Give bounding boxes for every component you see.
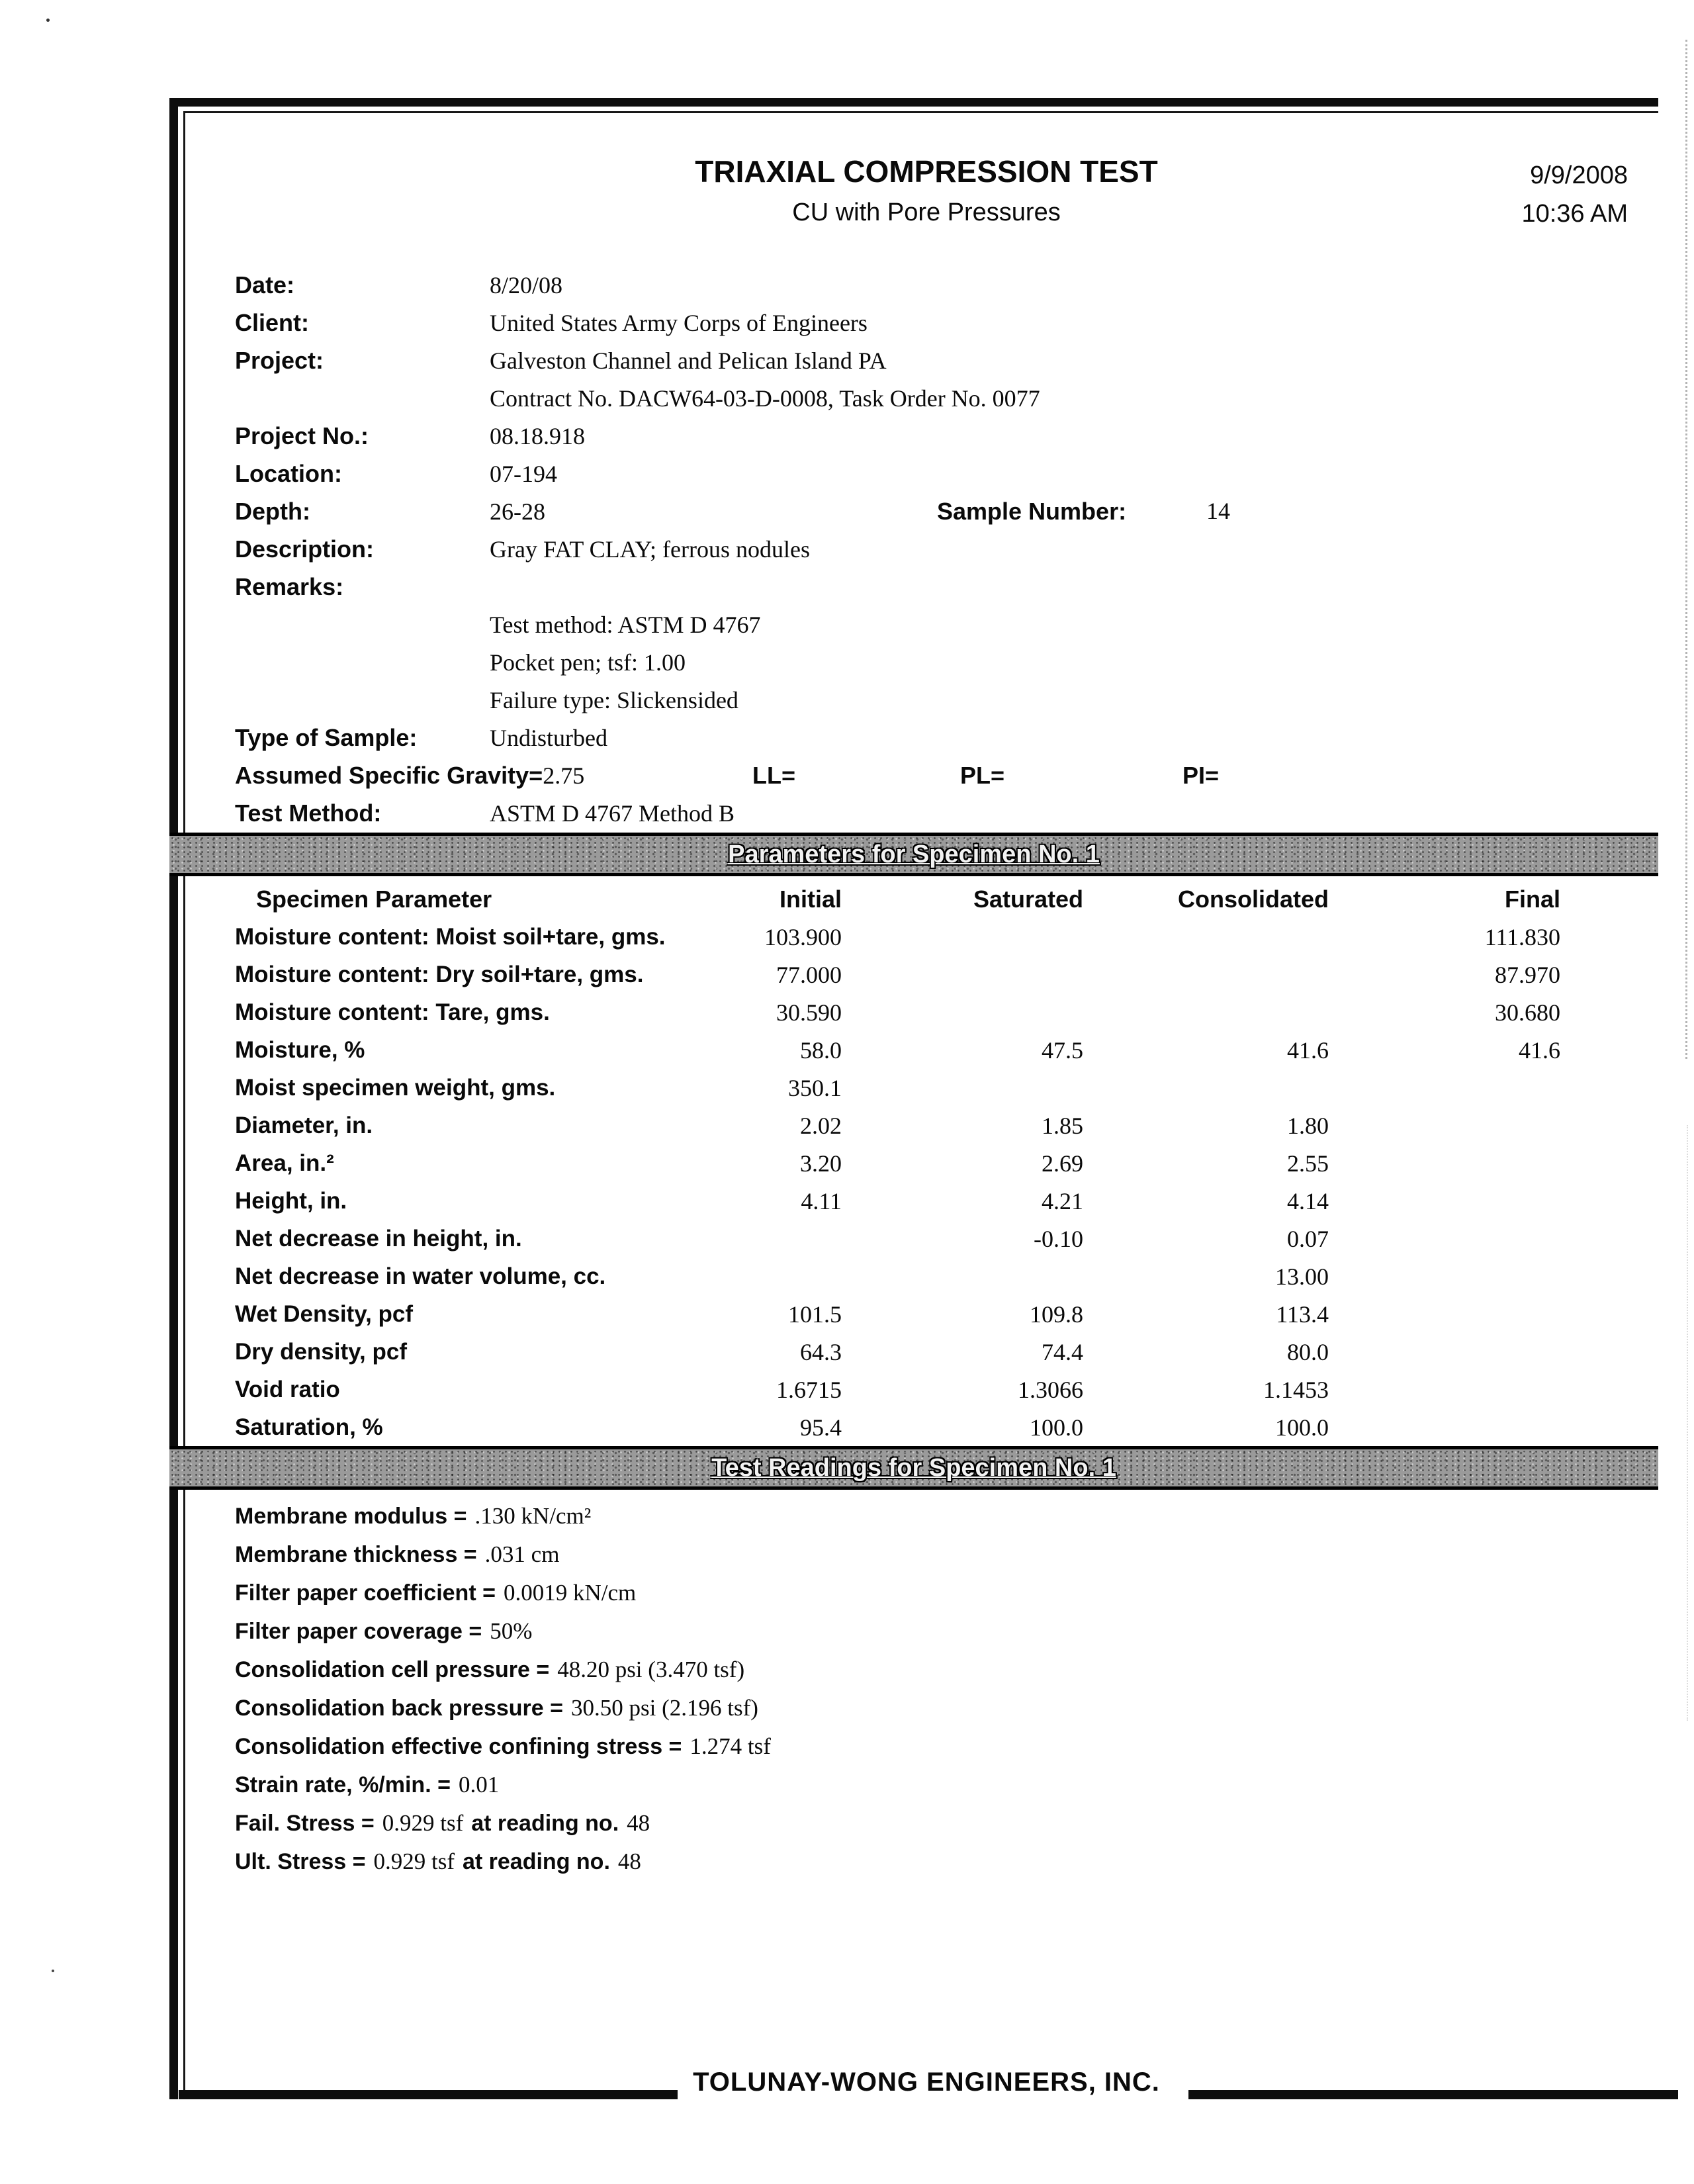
reading-item <box>235 1574 1558 1612</box>
reading-value-suffix: 48 <box>617 1848 641 1874</box>
param-value-final: 111.830 <box>1484 923 1560 950</box>
info-label: Project: <box>235 347 324 374</box>
param-value-final: 87.970 <box>1495 961 1560 988</box>
param-value-initial: 2.02 <box>800 1112 842 1139</box>
param-value-initial: 1.6715 <box>776 1376 842 1403</box>
param-value-consolidated: 4.14 <box>1287 1187 1329 1214</box>
param-value-initial: 103.900 <box>764 923 842 950</box>
reading-item <box>235 1497 1558 1535</box>
info-value: United States Army Corps of Engineers <box>490 310 868 336</box>
reading-label: Consolidation cell pressure = <box>235 1657 550 1682</box>
parameters-banner-title: Parameters for Specimen No. 1 <box>728 841 1100 868</box>
info-label: Client: <box>235 309 309 336</box>
page-border-top <box>169 98 1658 107</box>
page-border-left-inner <box>183 111 185 2093</box>
param-value-saturated: 47.5 <box>1042 1036 1083 1064</box>
info-label: Description: <box>235 535 375 563</box>
info-label: Date: <box>235 271 295 298</box>
info-label: Project No.: <box>235 422 369 449</box>
column-header-parameter: Specimen Parameter <box>256 885 492 913</box>
param-label: Moisture, % <box>235 1036 365 1063</box>
param-value-consolidated: 2.55 <box>1287 1150 1329 1177</box>
info-row <box>235 681 1558 719</box>
reading-value: 48.20 psi (3.470 tsf) <box>557 1657 745 1682</box>
info-value: 26-28 <box>490 498 545 525</box>
info-row <box>235 492 1558 530</box>
info-value: Undisturbed <box>490 725 607 751</box>
param-value-consolidated: 13.00 <box>1275 1263 1329 1290</box>
param-value-initial: 3.20 <box>800 1150 842 1177</box>
reading-value: .130 kN/cm² <box>474 1503 592 1529</box>
reading-item <box>235 1727 1558 1766</box>
info-value: Pocket pen; tsf: 1.00 <box>490 649 686 676</box>
plasticity-index-label: PI= <box>1182 762 1220 789</box>
reading-item <box>235 1612 1558 1651</box>
param-value-initial: 77.000 <box>776 961 842 988</box>
reading-value-suffix: 48 <box>627 1810 650 1836</box>
scan-artifact <box>1687 1125 1688 1721</box>
info-value: 8/20/08 <box>490 272 563 298</box>
param-label: Void ratio <box>235 1376 340 1402</box>
scan-artifact <box>46 19 50 22</box>
info-row <box>235 304 1558 341</box>
info-value: Galveston Channel and Pelican Island PA <box>490 347 887 374</box>
reading-value: 1.274 tsf <box>690 1733 771 1759</box>
reading-label: Consolidation back pressure = <box>235 1696 563 1721</box>
reading-label-suffix: at reading no. <box>471 1811 619 1836</box>
reading-value: 0.929 tsf <box>373 1848 455 1874</box>
info-row <box>235 455 1558 492</box>
param-value-initial: 64.3 <box>800 1338 842 1365</box>
param-value-initial: 58.0 <box>800 1036 842 1064</box>
liquid-limit-label: LL= <box>752 762 796 789</box>
column-header-saturated: Saturated <box>973 885 1083 913</box>
reading-item <box>235 1535 1558 1574</box>
footer-rule-right <box>1188 2090 1678 2099</box>
param-value-consolidated: 41.6 <box>1287 1036 1329 1064</box>
page-border-top-inner <box>184 111 1658 113</box>
param-value-initial: 4.11 <box>801 1187 842 1214</box>
scan-artifact <box>1685 40 1687 1059</box>
reading-value: 50% <box>490 1618 533 1644</box>
info-label: Type of Sample: <box>235 724 418 751</box>
reading-label: Consolidation effective confining stress = <box>235 1734 682 1759</box>
param-value-final: 41.6 <box>1519 1036 1560 1064</box>
param-value-consolidated: 0.07 <box>1287 1225 1329 1252</box>
specific-gravity-atterberg-row <box>235 756 1558 794</box>
reading-item <box>235 1843 1558 1881</box>
reading-value: .031 cm <box>484 1541 560 1567</box>
info-label: Remarks: <box>235 573 344 600</box>
info-value: Contract No. DACW64-03-D-0008, Task Order No. 0077 <box>490 385 1040 412</box>
param-label: Height, in. <box>235 1187 347 1214</box>
param-value-final: 30.680 <box>1495 999 1560 1026</box>
param-label: Moist specimen weight, gms. <box>235 1074 556 1101</box>
info-row <box>235 417 1558 455</box>
param-value-saturated: 1.3066 <box>1018 1376 1083 1403</box>
info-row <box>235 530 1558 568</box>
plastic-limit-label: PL= <box>960 762 1005 789</box>
sample-number-value: 14 <box>1206 498 1230 524</box>
column-header-final: Final <box>1504 885 1560 913</box>
info-row <box>235 643 1558 681</box>
reading-label: Membrane thickness = <box>235 1542 477 1567</box>
reading-value: 0.01 <box>458 1772 500 1797</box>
reading-label: Filter paper coefficient = <box>235 1580 496 1606</box>
reading-value: 0.0019 kN/cm <box>503 1580 637 1606</box>
print-date: 9/9/2008 <box>1530 161 1628 189</box>
reading-item <box>235 1766 1558 1804</box>
info-value: Gray FAT CLAY; ferrous nodules <box>490 536 810 563</box>
param-value-saturated: 109.8 <box>1030 1300 1083 1328</box>
param-value-saturated: 1.85 <box>1042 1112 1083 1139</box>
reading-value: 0.929 tsf <box>382 1810 464 1836</box>
info-value: Test method: ASTM D 4767 <box>490 612 761 638</box>
param-value-consolidated: 100.0 <box>1275 1414 1329 1441</box>
report-header <box>463 154 1390 227</box>
parameters-table <box>235 880 1560 1446</box>
info-row <box>235 379 1558 417</box>
reading-item <box>235 1804 1558 1843</box>
readings-banner <box>169 1446 1658 1490</box>
sample-number-label: Sample Number: <box>937 498 1127 525</box>
page-border-left <box>169 98 178 2099</box>
print-datetime <box>1357 156 1628 233</box>
info-row <box>235 568 1558 606</box>
reading-label: Ult. Stress = <box>235 1849 366 1874</box>
info-value: 08.18.918 <box>490 423 585 449</box>
test-method-label: Test Method: <box>235 799 382 827</box>
specific-gravity-label: Assumed Specific Gravity= <box>235 762 543 789</box>
param-value-consolidated: 1.1453 <box>1263 1376 1329 1403</box>
info-row <box>235 266 1558 304</box>
reading-label-suffix: at reading no. <box>462 1849 610 1874</box>
test-method-row <box>235 794 1558 832</box>
info-rows <box>235 266 1558 756</box>
page-subtitle: CU with Pore Pressures <box>792 199 1061 226</box>
info-label: Location: <box>235 460 342 487</box>
param-value-initial: 30.590 <box>776 999 842 1026</box>
param-value-saturated: 4.21 <box>1042 1187 1083 1214</box>
reading-item <box>235 1689 1558 1727</box>
param-label: Moisture content: Tare, gms. <box>235 999 550 1025</box>
param-label: Moisture content: Moist soil+tare, gms. <box>235 923 666 950</box>
param-label: Moisture content: Dry soil+tare, gms. <box>235 961 644 987</box>
param-label: Wet Density, pcf <box>235 1300 414 1327</box>
param-value-saturated: 2.69 <box>1042 1150 1083 1177</box>
sample-info-section <box>235 266 1558 832</box>
parameters-banner <box>169 833 1658 876</box>
param-value-saturated: -0.10 <box>1034 1225 1083 1252</box>
column-header-consolidated: Consolidated <box>1177 885 1329 913</box>
param-value-consolidated: 80.0 <box>1287 1338 1329 1365</box>
param-value-saturated: 74.4 <box>1042 1338 1083 1365</box>
param-label: Diameter, in. <box>235 1112 373 1138</box>
footer-company: TOLUNAY-WONG ENGINEERS, INC. <box>693 2068 1160 2097</box>
reading-label: Fail. Stress = <box>235 1811 375 1836</box>
param-value-initial: 101.5 <box>788 1300 842 1328</box>
param-label: Area, in.² <box>235 1150 334 1176</box>
param-value-consolidated: 1.80 <box>1287 1112 1329 1139</box>
scan-artifact <box>52 1970 54 1972</box>
param-label: Net decrease in water volume, cc. <box>235 1263 606 1289</box>
param-label: Dry density, pcf <box>235 1338 407 1365</box>
param-value-consolidated: 113.4 <box>1276 1300 1329 1328</box>
param-label: Saturation, % <box>235 1414 383 1440</box>
param-value-saturated: 100.0 <box>1030 1414 1083 1441</box>
info-row <box>235 719 1558 756</box>
param-label: Net decrease in height, in. <box>235 1225 522 1251</box>
info-value: 07-194 <box>490 461 557 487</box>
reading-label: Filter paper coverage = <box>235 1619 482 1644</box>
page-title: TRIAXIAL COMPRESSION TEST <box>695 154 1158 189</box>
readings-banner-title: Test Readings for Specimen No. 1 <box>711 1454 1116 1482</box>
readings-section <box>235 1497 1558 1881</box>
test-method-value: ASTM D 4767 Method B <box>490 800 735 827</box>
param-value-initial: 95.4 <box>800 1414 842 1441</box>
reading-label: Strain rate, %/min. = <box>235 1772 451 1797</box>
info-row <box>235 341 1558 379</box>
info-row <box>235 606 1558 643</box>
reading-item <box>235 1651 1558 1689</box>
info-label: Depth: <box>235 498 310 525</box>
reading-value: 30.50 psi (2.196 tsf) <box>570 1695 758 1721</box>
reading-label: Membrane modulus = <box>235 1504 467 1529</box>
column-header-initial: Initial <box>779 885 842 913</box>
param-value-initial: 350.1 <box>788 1074 842 1101</box>
print-time: 10:36 AM <box>1521 200 1628 228</box>
specific-gravity-value: 2.75 <box>543 762 585 789</box>
info-value: Failure type: Slickensided <box>490 687 738 713</box>
